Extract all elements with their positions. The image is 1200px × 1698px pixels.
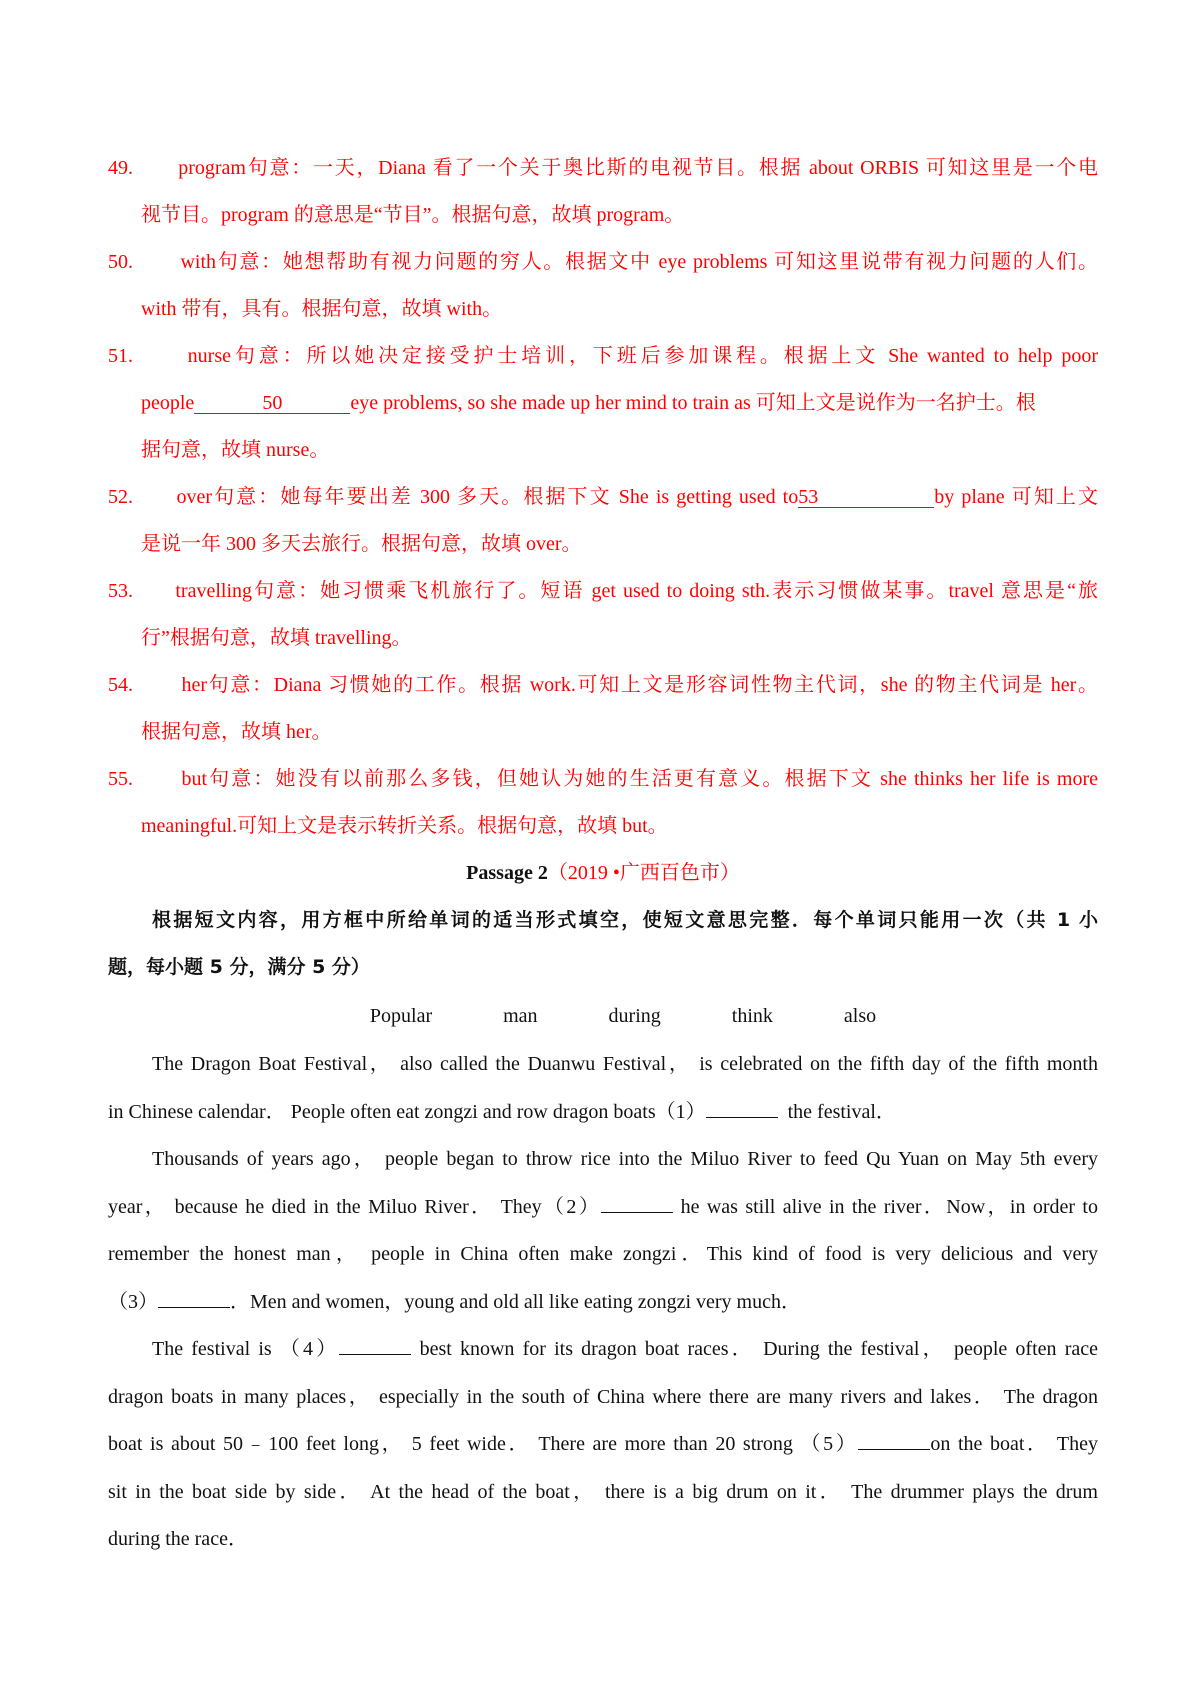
passage-line [108,1279,1098,1327]
passage-text: remember the honest man， people in China often make zongzi．This kind of food is very delicious and very [108,1243,1098,1265]
blank-5[interactable] [858,1449,930,1450]
answer-text: 句意：她每年要出差 300 多天。根据下文 She is getting used to [212,486,799,508]
passage-text: boat is about 50﹣100 feet long， 5 feet wide． There are more than 20 strong （5） [108,1433,859,1455]
answer-text: eye problems, so she made up her mind to train as 可知上文是说作为一名护士。根 [350,392,1036,414]
passage-line [108,1421,1098,1469]
answer-explanation: meaningful.可知上文是表示转折关系。根据句意，故填 but。 [141,815,668,837]
answer-explanation: 行”根据句意，故填 travelling。 [141,627,412,649]
blank-3[interactable] [158,1307,230,1308]
answer-word: nurse [187,345,231,367]
answer-word: her [181,674,207,696]
passage-text: in Chinese calendar． People often eat zongzi and row dragon boats（1） [108,1100,706,1123]
answer-explanation: 句意：一天，Diana 看了一个关于奥比斯的电视节目。根据 about ORBIS 可知这里是一个电 [246,157,1098,179]
word-option: Popular [369,1005,433,1027]
answer-50 [108,239,1098,286]
answer-explanation: 据句意，故填 nurse。 [141,439,330,461]
answer-explanation: 句意：Diana 习惯她的工作。根据 work.可知上文是形容词性物主代词，she 的物主代词是 her。 [207,674,1098,696]
passage-body [108,1041,1098,1564]
passage-text: on the boat． They [930,1433,1098,1455]
passage-text: sit in the boat side by side． At the head of the boat， there is a big drum on it． The drummer plays the drum [108,1480,1098,1503]
answer-explanation: 是说一年 300 多天去旅行。根据句意，故填 over。 [141,533,582,555]
answer-text: people [141,392,195,414]
instruction-line-2 [108,944,1098,991]
answer-blank: 53 [798,487,934,508]
answer-text: by plane 可知上文 [934,486,1099,508]
answer-53-cont [108,615,1098,662]
passage-line [108,1374,1098,1422]
instruction-text: 题，每小题 5 分，满分 5 分） [108,956,370,978]
answer-number: 51. [108,345,133,367]
answer-word: with [180,251,216,273]
word-option: think [731,1005,773,1027]
passage-source: （2019 •广西百色市） [547,862,740,884]
blank-2[interactable] [601,1212,673,1213]
answer-54 [108,662,1098,709]
blank-1[interactable] [706,1117,778,1118]
answer-number: 52. [108,486,133,508]
answer-52 [108,474,1098,521]
passage-text: he was still alive in the river．Now，in order to [680,1195,1098,1218]
instruction-line-1 [108,897,1098,944]
passage-text: ．Men and women，young and old all like eating zongzi very much． [230,1290,801,1313]
answer-word: but [181,768,207,790]
answer-53 [108,568,1098,615]
answer-explanation: with 带有，具有。根据句意，故填 with。 [141,298,503,320]
passage-text: best known for its dragon boat races． During the festival， people often race [419,1338,1098,1360]
answer-explanation: 句意：她没有以前那么多钱，但她认为她的生活更有意义。根据下文 she thinks her life is more [207,768,1098,790]
answer-number: 53. [108,580,133,602]
answer-54-cont [108,709,1098,756]
answer-word: over [176,486,212,508]
answer-number: 50. [108,251,133,273]
answer-49 [108,145,1098,192]
passage-text: Thousands of years ago， people began to throw rice into the Miluo River to feed Qu Yuan on May 5th every [152,1148,1098,1170]
word-option: man [503,1005,538,1027]
answer-explanation: 句意：她习惯乘飞机旅行了。短语 get used to doing sth.表示习惯做某事。travel 意思是“旅 [252,580,1098,602]
document-page [108,145,1098,1564]
passage-heading [108,850,1098,897]
answer-55 [108,756,1098,803]
answer-explanation: 根据句意，故填 her。 [141,721,332,743]
passage-text: year， because he died in the Miluo River． They（2） [108,1195,602,1218]
passage-line [108,1041,1098,1089]
answer-explanation: 视节目。program 的意思是“节目”。根据句意，故填 program。 [141,204,685,226]
answer-51-cont [108,380,1098,427]
passage-line [108,1516,1098,1564]
passage-line [108,1469,1098,1517]
blank-4[interactable] [339,1354,411,1355]
passage-text: The Dragon Boat Festival， also called the Duanwu Festival， is celebrated on the fifth day of the fifth month [152,1053,1098,1075]
answer-word: program [178,157,246,179]
answer-51-cont2 [108,427,1098,474]
answer-49-cont [108,192,1098,239]
answer-explanation: 句意：所以她决定接受护士培训，下班后参加课程。根据上文 She wanted to help poor [231,345,1098,367]
passage-line [108,1326,1098,1374]
passage-text: dragon boats in many places， especially in the south of China where there are many rivers and lakes． The dragon [108,1385,1098,1408]
answer-word: travelling [175,580,252,602]
answer-number: 54. [108,674,133,696]
passage-title: Passage 2 [466,862,548,884]
answer-51 [108,333,1098,380]
answer-blank: 50 [194,393,350,414]
answer-number: 49. [108,157,133,179]
answer-55-cont [108,803,1098,850]
answer-number: 55. [108,768,133,790]
word-box [108,991,1098,1041]
passage-text: the festival． [787,1100,896,1123]
passage-line [108,1089,1098,1137]
passage-text: during the race． [108,1528,248,1550]
answer-50-cont [108,286,1098,333]
instruction-text: 根据短文内容，用方框中所给单词的适当形式填空，使短文意思完整．每个单词只能用一次（共 1 小 [152,909,1098,931]
passage-text: （3） [108,1290,158,1313]
passage-text: The festival is （4） [152,1338,340,1360]
answer-explanation: 句意：她想帮助有视力问题的穷人。根据文中 eye problems 可知这里说带有视力问题的人们。 [216,251,1098,273]
answer-52-cont [108,521,1098,568]
word-option: also [843,1005,877,1027]
word-option: during [608,1005,661,1027]
passage-line [108,1184,1098,1232]
passage-line [108,1231,1098,1279]
passage-line [108,1136,1098,1184]
